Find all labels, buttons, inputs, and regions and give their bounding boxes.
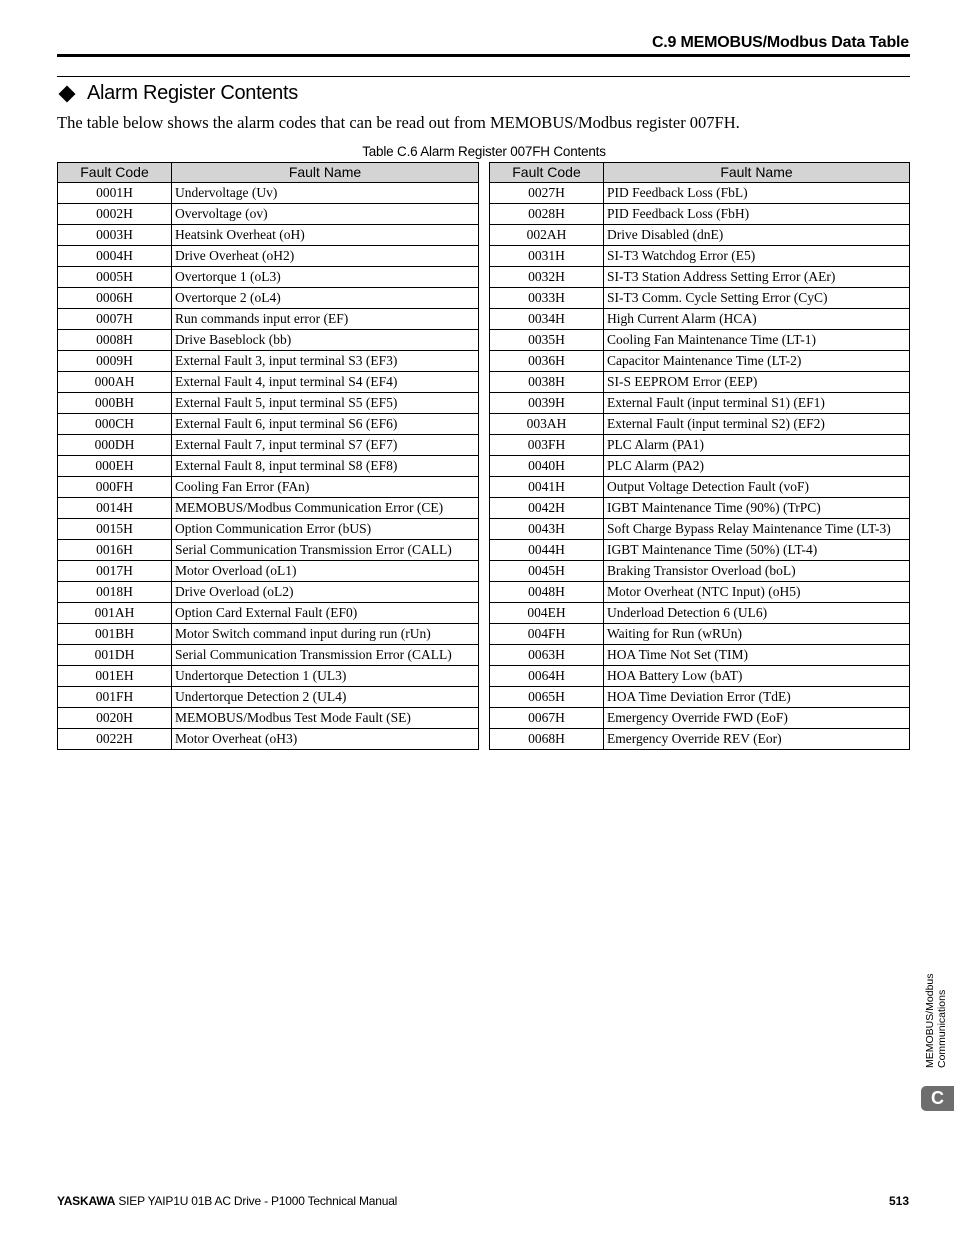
diamond-bullet-icon bbox=[59, 85, 76, 102]
table-row bbox=[490, 288, 910, 309]
fault-code-cell: 0028H bbox=[490, 204, 604, 225]
fault-name-cell: Undervoltage (Uv) bbox=[172, 183, 479, 204]
fault-code-cell: 0015H bbox=[58, 519, 172, 540]
fault-code-cell: 003AH bbox=[490, 414, 604, 435]
fault-code-cell: 0009H bbox=[58, 351, 172, 372]
table-row bbox=[490, 519, 910, 540]
fault-name-cell: Soft Charge Bypass Relay Maintenance Time (LT-3) bbox=[604, 519, 910, 540]
fault-code-cell: 0068H bbox=[490, 729, 604, 750]
table-row bbox=[58, 687, 479, 708]
table-row bbox=[58, 498, 479, 519]
table-row bbox=[58, 435, 479, 456]
fault-code-cell: 0035H bbox=[490, 330, 604, 351]
fault-name-cell: Motor Overheat (NTC Input) (oH5) bbox=[604, 582, 910, 603]
table-row bbox=[58, 288, 479, 309]
fault-code-cell: 0017H bbox=[58, 561, 172, 582]
fault-name-cell: SI-S EEPROM Error (EEP) bbox=[604, 372, 910, 393]
table-row bbox=[490, 183, 910, 204]
fault-name-cell: Drive Overheat (oH2) bbox=[172, 246, 479, 267]
fault-code-cell: 0042H bbox=[490, 498, 604, 519]
fault-code-cell: 000FH bbox=[58, 477, 172, 498]
table-row bbox=[490, 603, 910, 624]
fault-code-cell: 0040H bbox=[490, 456, 604, 477]
fault-code-cell: 001DH bbox=[58, 645, 172, 666]
table-row bbox=[490, 708, 910, 729]
fault-name-cell: Underload Detection 6 (UL6) bbox=[604, 603, 910, 624]
fault-code-cell: 0007H bbox=[58, 309, 172, 330]
fault-name-cell: Run commands input error (EF) bbox=[172, 309, 479, 330]
fault-name-cell: MEMOBUS/Modbus Test Mode Fault (SE) bbox=[172, 708, 479, 729]
fault-name-cell: HOA Battery Low (bAT) bbox=[604, 666, 910, 687]
fault-code-cell: 0044H bbox=[490, 540, 604, 561]
fault-code-cell: 001AH bbox=[58, 603, 172, 624]
fault-code-cell: 004FH bbox=[490, 624, 604, 645]
fault-name-cell: IGBT Maintenance Time (50%) (LT-4) bbox=[604, 540, 910, 561]
side-tab-line-1: MEMOBUS/Modbus bbox=[924, 973, 936, 1068]
table-row bbox=[58, 456, 479, 477]
fault-code-cell: 0033H bbox=[490, 288, 604, 309]
table-row bbox=[58, 183, 479, 204]
fault-code-cell: 0048H bbox=[490, 582, 604, 603]
fault-code-cell: 001EH bbox=[58, 666, 172, 687]
table-row bbox=[58, 624, 479, 645]
fault-name-cell: Undertorque Detection 1 (UL3) bbox=[172, 666, 479, 687]
fault-name-cell: External Fault 4, input terminal S4 (EF4) bbox=[172, 372, 479, 393]
appendix-tab-letter: C bbox=[921, 1086, 954, 1111]
fault-name-cell: Cooling Fan Maintenance Time (LT-1) bbox=[604, 330, 910, 351]
column-header-fault-code: Fault Code bbox=[58, 163, 172, 183]
fault-name-cell: SI-T3 Station Address Setting Error (AEr) bbox=[604, 267, 910, 288]
table-row bbox=[490, 204, 910, 225]
fault-code-cell: 000DH bbox=[58, 435, 172, 456]
table-row bbox=[58, 540, 479, 561]
table-header-row bbox=[58, 163, 479, 183]
fault-name-cell: High Current Alarm (HCA) bbox=[604, 309, 910, 330]
fault-name-cell: Motor Overload (oL1) bbox=[172, 561, 479, 582]
table-row bbox=[58, 267, 479, 288]
fault-name-cell: Heatsink Overheat (oH) bbox=[172, 225, 479, 246]
fault-name-cell: External Fault 8, input terminal S8 (EF8) bbox=[172, 456, 479, 477]
fault-code-cell: 0003H bbox=[58, 225, 172, 246]
fault-name-cell: Serial Communication Transmission Error (CALL) bbox=[172, 540, 479, 561]
table-row bbox=[490, 624, 910, 645]
fault-name-cell: SI-T3 Comm. Cycle Setting Error (CyC) bbox=[604, 288, 910, 309]
fault-name-cell: External Fault (input terminal S2) (EF2) bbox=[604, 414, 910, 435]
fault-name-cell: Cooling Fan Error (FAn) bbox=[172, 477, 479, 498]
side-tab-line-2: Communications bbox=[936, 989, 948, 1068]
table-row bbox=[490, 687, 910, 708]
fault-code-cell: 0036H bbox=[490, 351, 604, 372]
fault-name-cell: HOA Time Not Set (TIM) bbox=[604, 645, 910, 666]
table-row bbox=[490, 246, 910, 267]
table-row bbox=[490, 561, 910, 582]
table-row bbox=[490, 225, 910, 246]
table-row bbox=[490, 267, 910, 288]
fault-name-cell: PLC Alarm (PA1) bbox=[604, 435, 910, 456]
fault-code-cell: 000AH bbox=[58, 372, 172, 393]
fault-name-cell: SI-T3 Watchdog Error (E5) bbox=[604, 246, 910, 267]
fault-code-cell: 0067H bbox=[490, 708, 604, 729]
section-heading-text: Alarm Register Contents bbox=[87, 82, 298, 104]
fault-name-cell: External Fault 6, input terminal S6 (EF6) bbox=[172, 414, 479, 435]
fault-name-cell: Overtorque 2 (oL4) bbox=[172, 288, 479, 309]
table-row bbox=[58, 519, 479, 540]
fault-code-cell: 0032H bbox=[490, 267, 604, 288]
fault-name-cell: IGBT Maintenance Time (90%) (TrPC) bbox=[604, 498, 910, 519]
fault-code-cell: 0043H bbox=[490, 519, 604, 540]
fault-code-cell: 0014H bbox=[58, 498, 172, 519]
table-row bbox=[58, 666, 479, 687]
fault-code-cell: 0005H bbox=[58, 267, 172, 288]
running-header-title: C.9 MEMOBUS/Modbus Data Table bbox=[651, 34, 909, 51]
fault-code-cell: 0031H bbox=[490, 246, 604, 267]
table-row bbox=[490, 540, 910, 561]
table-row bbox=[58, 729, 479, 750]
table-row bbox=[58, 309, 479, 330]
fault-code-cell: 0034H bbox=[490, 309, 604, 330]
fault-name-cell: External Fault 3, input terminal S3 (EF3) bbox=[172, 351, 479, 372]
footer-document-title bbox=[57, 1194, 397, 1208]
table-row bbox=[490, 414, 910, 435]
fault-code-cell: 0041H bbox=[490, 477, 604, 498]
fault-code-cell: 0045H bbox=[490, 561, 604, 582]
table-row bbox=[58, 330, 479, 351]
fault-code-cell: 0004H bbox=[58, 246, 172, 267]
table-row bbox=[490, 582, 910, 603]
column-header-fault-code: Fault Code bbox=[490, 163, 604, 183]
fault-code-cell: 0001H bbox=[58, 183, 172, 204]
fault-name-cell: Emergency Override FWD (EoF) bbox=[604, 708, 910, 729]
fault-name-cell: PID Feedback Loss (FbL) bbox=[604, 183, 910, 204]
fault-name-cell: Motor Overheat (oH3) bbox=[172, 729, 479, 750]
table-row bbox=[58, 645, 479, 666]
fault-code-cell: 000CH bbox=[58, 414, 172, 435]
table-row bbox=[490, 456, 910, 477]
fault-code-cell: 001BH bbox=[58, 624, 172, 645]
column-header-fault-name: Fault Name bbox=[604, 163, 910, 183]
fault-code-cell: 0008H bbox=[58, 330, 172, 351]
alarm-table-left bbox=[57, 162, 479, 750]
table-row bbox=[58, 351, 479, 372]
table-row bbox=[58, 246, 479, 267]
fault-name-cell: Waiting for Run (wRUn) bbox=[604, 624, 910, 645]
fault-code-cell: 0022H bbox=[58, 729, 172, 750]
table-row bbox=[490, 666, 910, 687]
fault-name-cell: PID Feedback Loss (FbH) bbox=[604, 204, 910, 225]
fault-name-cell: PLC Alarm (PA2) bbox=[604, 456, 910, 477]
fault-name-cell: Motor Switch command input during run (rUn) bbox=[172, 624, 479, 645]
fault-code-cell: 0063H bbox=[490, 645, 604, 666]
table-row bbox=[58, 582, 479, 603]
page-number: 513 bbox=[888, 1194, 909, 1208]
section-heading bbox=[57, 82, 298, 105]
footer-doc-name: SIEP YAIP1U 01B AC Drive - P1000 Technical Manual bbox=[118, 1194, 398, 1208]
table-row bbox=[490, 393, 910, 414]
table-row bbox=[490, 435, 910, 456]
table-row bbox=[490, 372, 910, 393]
fault-code-cell: 0064H bbox=[490, 666, 604, 687]
table-row bbox=[58, 204, 479, 225]
table-header-row bbox=[490, 163, 910, 183]
fault-name-cell: Option Card External Fault (EF0) bbox=[172, 603, 479, 624]
fault-name-cell: External Fault (input terminal S1) (EF1) bbox=[604, 393, 910, 414]
fault-code-cell: 003FH bbox=[490, 435, 604, 456]
fault-code-cell: 0039H bbox=[490, 393, 604, 414]
fault-name-cell: Undertorque Detection 2 (UL4) bbox=[172, 687, 479, 708]
fault-code-cell: 0065H bbox=[490, 687, 604, 708]
table-row bbox=[58, 372, 479, 393]
table-row bbox=[58, 225, 479, 246]
table-row bbox=[490, 351, 910, 372]
fault-code-cell: 0038H bbox=[490, 372, 604, 393]
fault-name-cell: Overtorque 1 (oL3) bbox=[172, 267, 479, 288]
fault-name-cell: Output Voltage Detection Fault (voF) bbox=[604, 477, 910, 498]
table-caption: Table C.6 Alarm Register 007FH Contents bbox=[362, 144, 606, 159]
table-row bbox=[58, 477, 479, 498]
header-rule-thick bbox=[57, 54, 910, 57]
table-row bbox=[58, 393, 479, 414]
intro-paragraph: The table below shows the alarm codes that can be read out from MEMOBUS/Modbus register 007FH. bbox=[57, 113, 740, 132]
fault-name-cell: MEMOBUS/Modbus Communication Error (CE) bbox=[172, 498, 479, 519]
fault-name-cell: Emergency Override REV (Eor) bbox=[604, 729, 910, 750]
fault-name-cell: Drive Baseblock (bb) bbox=[172, 330, 479, 351]
table-row bbox=[58, 708, 479, 729]
fault-code-cell: 004EH bbox=[490, 603, 604, 624]
table-row bbox=[490, 498, 910, 519]
fault-name-cell: External Fault 7, input terminal S7 (EF7) bbox=[172, 435, 479, 456]
table-row bbox=[490, 330, 910, 351]
table-row bbox=[58, 561, 479, 582]
fault-code-cell: 0018H bbox=[58, 582, 172, 603]
fault-code-cell: 0002H bbox=[58, 204, 172, 225]
fault-code-cell: 002AH bbox=[490, 225, 604, 246]
fault-name-cell: Drive Disabled (dnE) bbox=[604, 225, 910, 246]
fault-code-cell: 000EH bbox=[58, 456, 172, 477]
footer-brand: YASKAWA bbox=[57, 1194, 116, 1208]
fault-code-cell: 000BH bbox=[58, 393, 172, 414]
fault-name-cell: Drive Overload (oL2) bbox=[172, 582, 479, 603]
table-row bbox=[490, 729, 910, 750]
fault-code-cell: 0016H bbox=[58, 540, 172, 561]
fault-code-cell: 0027H bbox=[490, 183, 604, 204]
fault-code-cell: 001FH bbox=[58, 687, 172, 708]
table-row bbox=[490, 645, 910, 666]
table-row bbox=[490, 309, 910, 330]
table-row bbox=[58, 414, 479, 435]
side-tab-label bbox=[924, 960, 952, 1070]
header-rule-thin bbox=[57, 76, 910, 77]
fault-name-cell: Serial Communication Transmission Error (CALL) bbox=[172, 645, 479, 666]
fault-code-cell: 0020H bbox=[58, 708, 172, 729]
fault-name-cell: Capacitor Maintenance Time (LT-2) bbox=[604, 351, 910, 372]
fault-name-cell: External Fault 5, input terminal S5 (EF5) bbox=[172, 393, 479, 414]
fault-name-cell: Overvoltage (ov) bbox=[172, 204, 479, 225]
fault-name-cell: Option Communication Error (bUS) bbox=[172, 519, 479, 540]
table-row bbox=[58, 603, 479, 624]
table-row bbox=[490, 477, 910, 498]
fault-name-cell: HOA Time Deviation Error (TdE) bbox=[604, 687, 910, 708]
column-header-fault-name: Fault Name bbox=[172, 163, 479, 183]
fault-code-cell: 0006H bbox=[58, 288, 172, 309]
alarm-table-right bbox=[489, 162, 910, 750]
fault-name-cell: Braking Transistor Overload (boL) bbox=[604, 561, 910, 582]
